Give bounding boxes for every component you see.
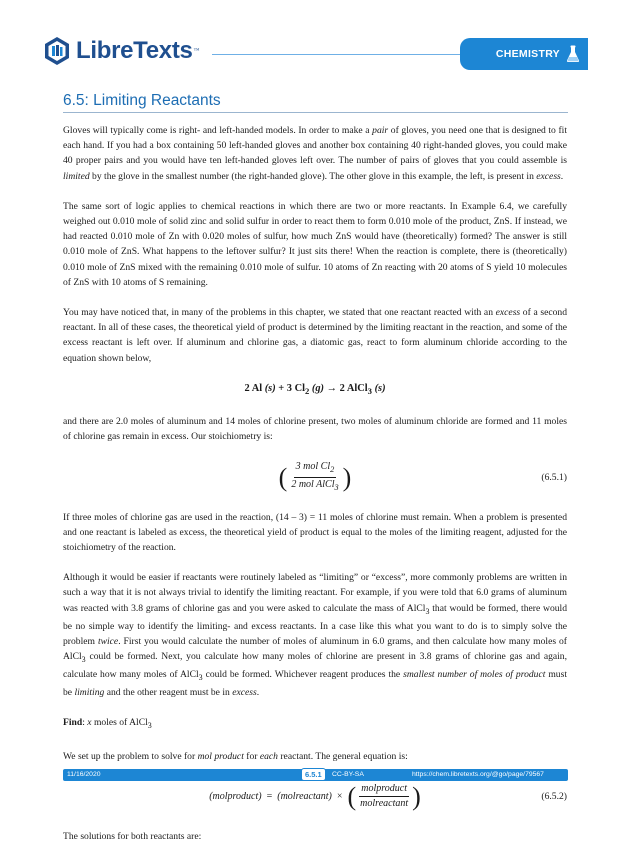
title-underline [63, 112, 568, 113]
article-body [63, 123, 567, 859]
general-fraction: $\frac{\text{molproduct}}{\text{molreactant}}$ [360, 783, 409, 810]
logo-trademark: ™ [193, 48, 200, 54]
footer-license[interactable]: CC-BY-SA [332, 770, 364, 778]
logo-text: LibreTexts [76, 37, 193, 64]
libretexts-logo-icon [42, 36, 72, 66]
stoichiometry-fraction: $\frac{3 mol Cl_2}{2 mol AlCl_3}$ [291, 461, 339, 493]
library-label: CHEMISTRY [495, 48, 560, 60]
page-header [42, 36, 588, 72]
equation-number: (6.5.1) [541, 471, 567, 483]
chemical-equation: 2 Al (s) + 3 $Cl_2$ (g) → 2 AlCl$_3$ (s) [244, 382, 386, 396]
equation-6-5-2: (molproduct) = (molreactant) × ( $\frac{\text{molproduct}}{\text{molreactant}}$ ) (6.5.2) [209, 781, 567, 811]
library-banner[interactable] [460, 38, 588, 70]
paragraph-identify-limiting: Although it would be easier if reactants were routinely labeled as “limiting” or “excess”, more commonly problems are written in such a way that it is not always trivial to identify the limiting reactant. For example, if you were told that 6.0 grams of aluminum was reacted with 3.8 grams of chlorine gas and you were asked to calculate the mass of AlCl$_3$ that would be formed, there would be no simple way to identify the limiting- and excess reactants. In a case like this what you want to do is to simply solve the problem twice. First you would calculate the number of moles of aluminum in 6.0 grams, and then calculate how many moles of AlCl$_3$ could be formed. Next, you calculate how many moles of chlorine are present in 3.8 grams of chlorine gas and again, calculate how many moles of AlCl$_3$ could be formed. Whichever reagent produces the smallest number of moles of product must be limiting and the other reagent must be in excess. [63, 572, 568, 699]
equation-6-5-1: ( $\frac{3 mol Cl_2}{2 mol AlCl_3}$ ) (6.5.1) [278, 461, 567, 493]
page-footer [63, 769, 568, 781]
paragraph-gloves: Gloves will typically come is right- and left-handed models. In order to make a pair of gloves, you need one that is designed to fit each hand. If you had a box containing 50 left-handed gloves and another box containing 40 right-handed gloves, you could make 40 proper pairs and you would have ten left-handed gloves left over. The number of pairs of gloves that you could assemble is limited by the glove in the smallest number (the right-handed glove). The other glove in this example, the left, is present in excess. [63, 125, 567, 182]
footer-url-link[interactable]: https://chem.libretexts.org/@go/page/79567 [412, 770, 544, 778]
footer-page-number: 6.5.1 [301, 768, 326, 781]
footer-date: 11/16/2020 [67, 770, 101, 778]
flask-icon [566, 45, 580, 63]
paragraph-stoichiometry: and there are 2.0 moles of aluminum and 14 moles of chlorine present, two moles of aluminum chloride are formed and 11 moles of chlorine gas remain in excess. Our stoichiometry is: [63, 416, 567, 443]
paragraph-excess: You may have noticed that, in many of the problems in this chapter, we stated that one reactant reacted with an excess of a second reactant. In all of these cases, the theoretical yield of product is determined by the limiting reactant in the reaction, and some of the excess reactant is left over. If aluminum and chlorine gas, a diatomic gas, react to form aluminum chloride according to the equation shown below, [63, 307, 568, 364]
find-statement: Find: x moles of AlCl$_3$ [63, 717, 152, 731]
libretexts-logo[interactable] [42, 36, 199, 66]
paragraph-setup: We set up the problem to solve for mol product for each reactant. The general equation is: [63, 750, 408, 762]
page-title: 6.5: Limiting Reactants [63, 92, 221, 109]
paragraph-zinc-sulfur: The same sort of logic applies to chemical reactions in which there are two or more reactants. In Example 6.4, we carefully weighed out 0.010 mole of solid zinc and solid sulfur in order to react them to form 0.010 mole of the product, ZnS. If instead, we had reacted 0.010 mole of Zn with 0.020 moles of sulfur, how much ZnS would have (theoretically) formed? The answer is still 0.010 mole of ZnS. What happens to the leftover sulfur? It just sits there! When the reaction is complete, there is (theoretically) 0.010 mole of ZnS mixed with the remaining 0.010 mole of sulfur. 10 atoms of Zn reacting with 20 atoms of S yield 10 molecules of ZnS with 10 atoms of S remaining. [63, 200, 567, 288]
paragraph-solutions: The solutions for both reactants are: [63, 830, 202, 842]
equation-number: (6.5.2) [541, 790, 567, 802]
paragraph-three-moles: If three moles of chlorine gas are used in the reaction, (14 – 3) = 11 moles of chlorine must remain. When a problem is presented and one reactant is labeled as excess, the theoretical yield of product is equal to the moles of the limiting reagent, adjusted for the stoichiometry of the reaction. [63, 511, 567, 553]
